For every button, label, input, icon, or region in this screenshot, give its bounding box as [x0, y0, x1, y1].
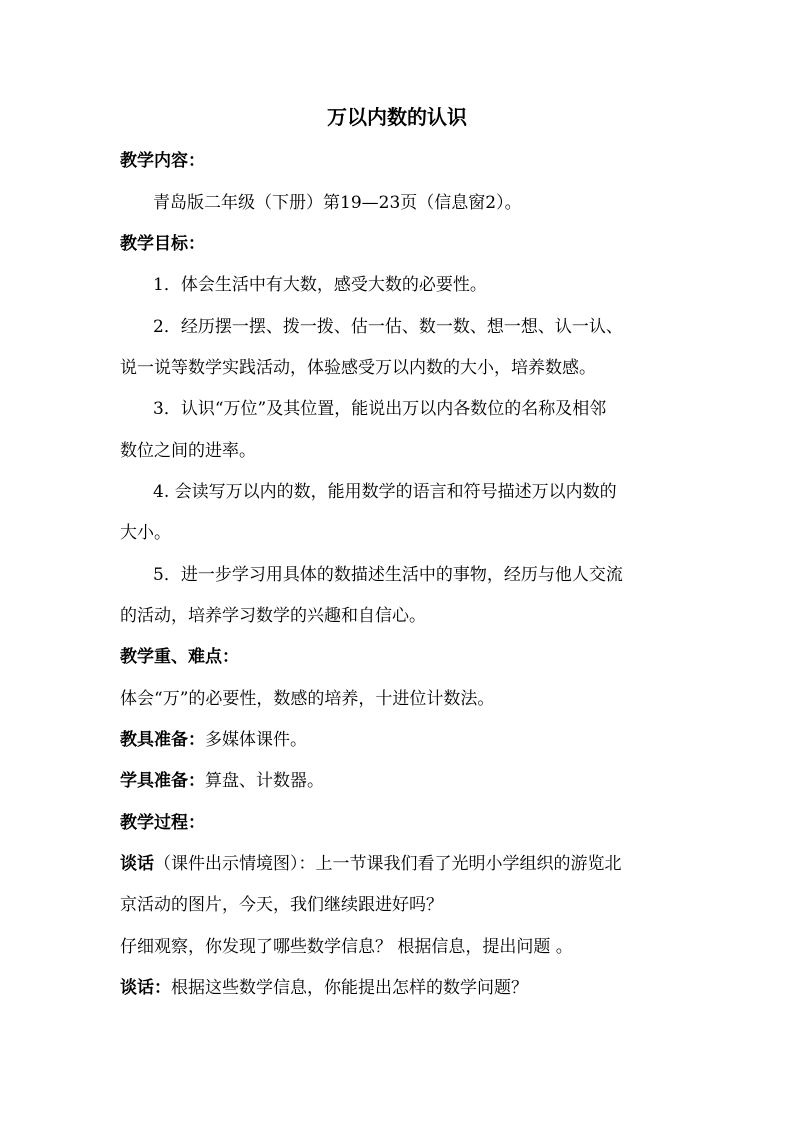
talk1-text: （课件出示情境图）：上一节课我们看了光明小学组织的游览北	[154, 854, 622, 874]
goal-item-2-line-2: 说一说等数学实践活动，体验感受万以内数的大小，培养数感。	[120, 358, 596, 378]
talk1-line-2: 京活动的图片，今天，我们继续跟进好吗？	[120, 895, 443, 915]
goal-item-5-line-1: 5．进一步学习用具体的数描述生活中的事物，经历与他人交流	[153, 565, 623, 585]
talk1-line-1	[120, 851, 680, 877]
key-points-text: 体会“万”的必要性，数感的培养，十进位计数法。	[120, 689, 495, 709]
goal-item-1: 1．体会生活中有大数，感受大数的必要性。	[153, 275, 487, 295]
content-text: 青岛版二年级（下册）第19—23页（信息窗2）。	[153, 193, 522, 213]
learning-aids-label: 学具准备：	[120, 771, 205, 791]
observe-line: 仔细观察，你发现了哪些数学信息？ 根据信息，提出问题 。	[120, 937, 573, 957]
learning-aids-text: 算盘、计数器。	[205, 771, 324, 791]
document-title: 万以内数的认识	[327, 105, 467, 129]
talk1-label: 谈话	[120, 854, 154, 874]
talk2-text: 根据这些数学信息，你能提出怎样的数学问题？	[171, 978, 528, 998]
goal-item-3-line-1: 3．认识“万位”及其位置，能说出万以内各数位的名称及相邻	[153, 399, 607, 419]
process-heading: 教学过程：	[120, 813, 205, 833]
goals-heading: 教学目标：	[120, 234, 205, 254]
learning-aids-line	[120, 768, 680, 794]
talk2-line	[120, 975, 680, 1001]
teaching-aids-line	[120, 727, 680, 753]
goal-item-4-line-2: 大小。	[120, 523, 171, 543]
teaching-aids-text: 多媒体课件。	[205, 730, 307, 750]
goal-item-4-line-1: 4. 会读写万以内的数，能用数学的语言和符号描述万以内数的	[153, 482, 617, 502]
goal-item-3-line-2: 数位之间的进率。	[120, 441, 256, 461]
talk2-label: 谈话：	[120, 978, 171, 998]
content-heading: 教学内容：	[120, 151, 205, 171]
key-points-heading: 教学重、难点：	[120, 647, 239, 667]
goal-item-5-line-2: 的活动，培养学习数学的兴趣和自信心。	[120, 606, 426, 626]
goal-item-2-line-1: 2．经历摆一摆、拨一拨、估一估、数一数、想一想、认一认、	[153, 317, 623, 337]
teaching-aids-label: 教具准备：	[120, 730, 205, 750]
